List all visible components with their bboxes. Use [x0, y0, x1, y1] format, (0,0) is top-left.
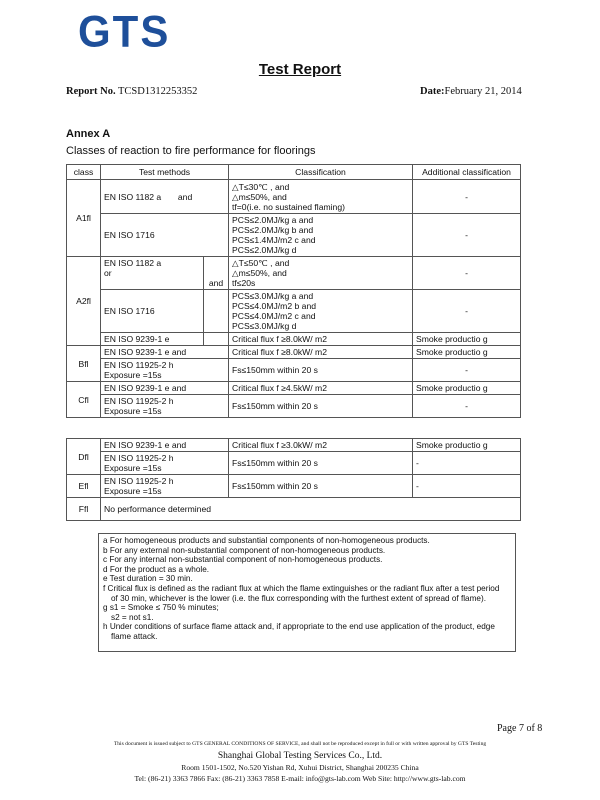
company-logo: GTS	[78, 6, 171, 57]
additional-cell: Smoke productio g	[413, 333, 521, 346]
footnote: d For the product as a whole.	[103, 564, 210, 574]
test-method-cell: EN ISO 1182 a or	[101, 257, 229, 290]
test-method-cell: EN ISO 11925-2 h Exposure =15s	[101, 475, 229, 498]
table-row	[67, 180, 521, 214]
classification-cell: Fs≤150mm within 20 s	[229, 475, 413, 498]
test-method-cell: EN ISO 1182 a and	[101, 180, 229, 214]
classification-cell: Critical flux f ≥8.0kW/ m2	[229, 346, 413, 359]
additional-cell: -	[413, 359, 521, 382]
table-row	[67, 257, 521, 290]
test-method-cell: EN ISO 11925-2 h Exposure =15s	[101, 452, 229, 475]
report-number	[66, 86, 197, 97]
additional-cell: -	[413, 180, 521, 214]
footnote: b For any external non-substantial component of non-homogeneous products.	[103, 545, 386, 555]
class-cell: A1fl	[67, 180, 101, 257]
table-row	[67, 214, 521, 257]
table-row	[67, 439, 521, 452]
and-label: and	[203, 278, 228, 332]
class-cell: Efl	[67, 475, 101, 498]
test-method-cell: EN ISO 9239-1 e and	[101, 382, 229, 395]
footnote: flame attack.	[111, 631, 158, 641]
footer-disclaimer: This document is issued subject to GTS GENERAL CONDITIONS OF SERVICE, and shall not be reproduced except in full or with written approval by GTS Testing	[113, 741, 487, 747]
footnote: g s1 = Smoke ≤ 750 % minutes;	[103, 603, 219, 613]
table-row	[67, 498, 521, 521]
additional-cell: -	[413, 452, 521, 475]
footer-contact: Tel: (86-21) 3363 7866 Fax: (86-21) 3363 7858 E-mail: info@gts-lab.com Web Site: http://www.gts-lab.com	[134, 774, 466, 783]
additional-cell: -	[413, 395, 521, 418]
classification-cell: Critical flux f ≥8.0kW/ m2	[229, 333, 413, 346]
page-title: Test Report	[258, 61, 342, 78]
table-row	[67, 346, 521, 359]
additional-cell: Smoke productio g	[413, 346, 521, 359]
header-classification: Classification	[229, 165, 413, 180]
class-cell: A2fl	[67, 257, 101, 346]
table-row	[67, 382, 521, 395]
test-method-cell: EN ISO 11925-2 h Exposure =15s	[101, 359, 229, 382]
test-method-cell: EN ISO 11925-2 h Exposure =15s	[101, 395, 229, 418]
classification-table-1	[66, 164, 521, 418]
annex-subtitle: Classes of reaction to fire performance for floorings	[66, 145, 316, 157]
classification-cell: Fs≤150mm within 20 s	[229, 359, 413, 382]
additional-cell: Smoke productio g	[413, 439, 521, 452]
test-method-cell: EN ISO 1716	[101, 214, 229, 257]
report-number-label: Report No.	[66, 86, 116, 97]
test-method-cell: No performance determined	[101, 498, 521, 521]
table-row	[67, 475, 521, 498]
classification-cell: PCS≤2.0MJ/kg a and PCS≤2.0MJ/kg b and PCS≤1.4MJ/m2 c and PCS≤2.0MJ/kg d	[229, 214, 413, 257]
header-class: class	[67, 165, 101, 180]
test-method-cell: EN ISO 1716 and	[101, 290, 229, 333]
report-date-value: February 21, 2014	[444, 86, 522, 97]
footnote: f Critical flux is defined as the radiant flux at which the flame extinguishes or the radiant flux after a test period	[103, 583, 500, 593]
footnote: a For homogeneous products and substantial components of non-homogeneous products.	[103, 536, 430, 545]
class-cell: Bfl	[67, 346, 101, 382]
report-date	[420, 86, 522, 97]
classification-cell: Critical flux f ≥4.5kW/ m2	[229, 382, 413, 395]
classification-cell: Critical flux f ≥3.0kW/ m2	[229, 439, 413, 452]
table-row	[67, 452, 521, 475]
additional-cell: -	[413, 290, 521, 333]
test-method-cell: EN ISO 9239-1 e	[101, 333, 229, 346]
classification-cell: Fs≤150mm within 20 s	[229, 452, 413, 475]
classification-cell: Fs≤150mm within 20 s	[229, 395, 413, 418]
additional-cell: -	[413, 475, 521, 498]
classification-table-2	[66, 438, 521, 521]
footnote: s2 = not s1.	[111, 612, 154, 622]
additional-cell: Smoke productio g	[413, 382, 521, 395]
report-number-value: TCSD1312253352	[118, 86, 198, 97]
classification-cell: PCS≤3.0MJ/kg a and PCS≤4.0MJ/m2 b and PCS≤4.0MJ/m2 c and PCS≤3.0MJ/kg d	[229, 290, 413, 333]
table-row	[67, 333, 521, 346]
footnote: of 30 min, whichever is the lower (i.e. the flux corresponding with the furthest extent of spread of flame).	[111, 593, 486, 603]
footer-address: Room 1501-1502, No.520 Yishan Rd, Xuhui District, Shanghai 200235 China	[181, 763, 419, 772]
table-header-row	[67, 165, 521, 180]
report-date-label: Date:	[420, 86, 445, 97]
footnote: h Under conditions of surface flame attack and, if appropriate to the end use application of the product, edge	[103, 622, 495, 632]
table-row	[67, 359, 521, 382]
class-cell: Dfl	[67, 439, 101, 475]
header-test-methods: Test methods	[101, 165, 229, 180]
classification-cell: △T≤30℃ , and △m≤50%, and tf=0(i.e. no sustained flaming)	[229, 180, 413, 214]
additional-cell: -	[413, 257, 521, 290]
header-additional: Additional classification	[413, 165, 521, 180]
table-row	[67, 290, 521, 333]
footnote: c For any internal non-substantial component of non-homogeneous products.	[103, 555, 383, 565]
additional-cell: -	[413, 214, 521, 257]
annex-heading: Annex A	[66, 128, 111, 140]
class-cell: Cfl	[67, 382, 101, 418]
footnote: e Test duration = 30 min.	[103, 574, 193, 584]
test-method-cell: EN ISO 9239-1 e and	[101, 346, 229, 359]
class-cell: Ffl	[67, 498, 101, 521]
page-number: Page 7 of 8	[497, 723, 543, 734]
footer-company: Shanghai Global Testing Services Co., Ltd.	[217, 751, 383, 761]
test-method-cell: EN ISO 9239-1 e and	[101, 439, 229, 452]
classification-cell: △T≤50℃ , and △m≤50%, and tf≤20s	[229, 257, 413, 290]
footnotes-box	[98, 533, 516, 652]
table-row	[67, 395, 521, 418]
